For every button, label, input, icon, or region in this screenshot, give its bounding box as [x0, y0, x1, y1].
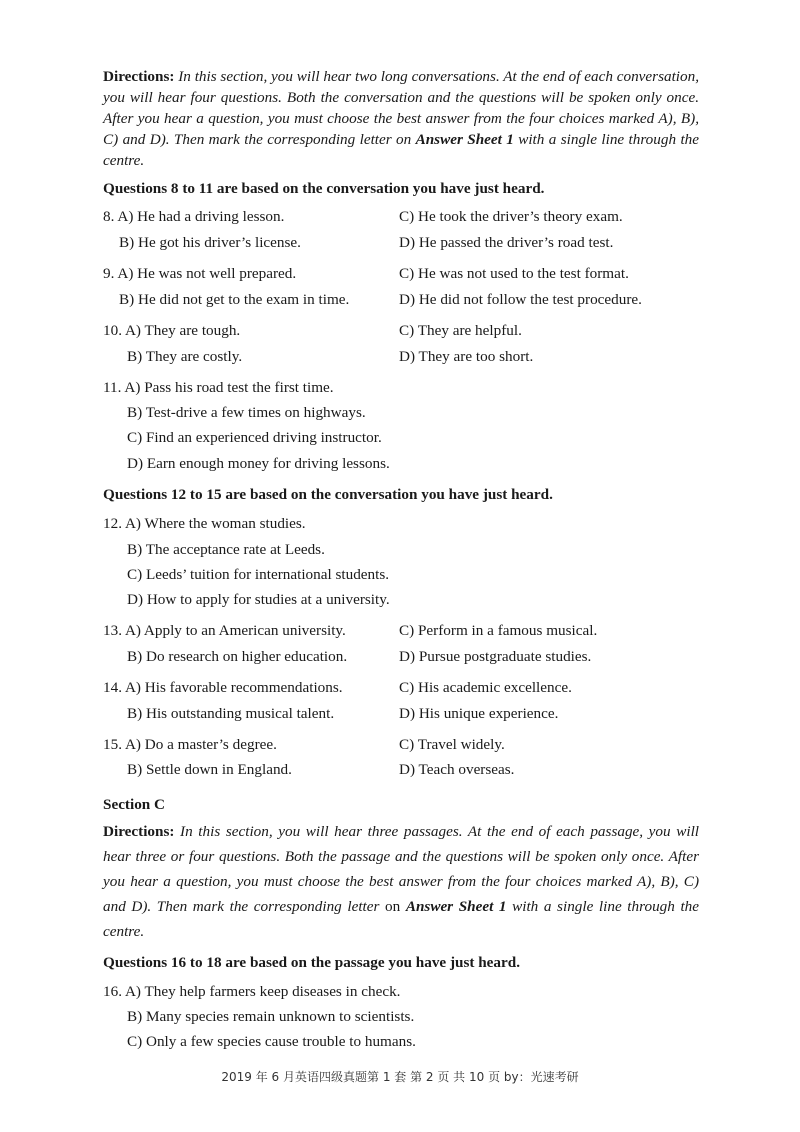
answer-sheet-label: Answer Sheet 1 — [405, 898, 507, 915]
q8-option-d: D) He passed the driver’s road test. — [399, 234, 614, 251]
q11-option-d: D) Earn enough money for driving lessons. — [127, 455, 390, 472]
q8-option-c: C) He took the driver’s theory exam. — [399, 208, 623, 225]
questions-12-15-heading: Questions 12 to 15 are based on the conversation you have just heard. — [103, 486, 553, 503]
q11-option-c: C) Find an experienced driving instructor. — [127, 429, 382, 446]
q14-option-c: C) His academic excellence. — [399, 679, 572, 696]
directions-text: In this section, you will hear three passages. At the end of each passage, you will hear three or four questions. Both the passage and the questions will be spoken only once. After you hear a question, you must choose the best answer from the four choices marked A), B), C) and D). Then mark the corresponding letter — [103, 823, 700, 915]
q12-option-c: C) Leeds’ tuition for international students. — [127, 566, 390, 583]
q14-option-a: 14. A) His favorable recommendations. — [103, 679, 343, 696]
questions-16-18-heading: Questions 16 to 18 are based on the passage you have just heard. — [103, 954, 520, 971]
answer-sheet-label: Answer Sheet 1 — [415, 131, 514, 148]
q16-option-a: 16. A) They help farmers keep diseases in check. — [103, 983, 401, 1000]
q15-option-a: 15. A) Do a master’s degree. — [103, 736, 277, 753]
q13-option-a: 13. A) Apply to an American university. — [103, 622, 346, 639]
directions-label: Directions: — [103, 68, 175, 85]
q9-option-d: D) He did not follow the test procedure. — [399, 291, 642, 308]
q13-option-c: C) Perform in a famous musical. — [399, 622, 598, 639]
q12-option-d: D) How to apply for studies at a university. — [127, 591, 390, 608]
q14-option-d: D) His unique experience. — [399, 705, 559, 722]
q15-option-b: B) Settle down in England. — [127, 761, 292, 778]
directions-label: Directions: — [103, 823, 175, 840]
q9-option-a: 9. A) He was not well prepared. — [103, 265, 297, 282]
q14-option-b: B) His outstanding musical talent. — [127, 705, 335, 722]
q10-option-a: 10. A) They are tough. — [103, 322, 241, 339]
q15-option-d: D) Teach overseas. — [399, 761, 515, 778]
page-footer: 2019 年 6 月英语四级真题第 1 套 第 2 页 共 10 页 by：光速考研 — [221, 1070, 579, 1084]
q11-option-b: B) Test-drive a few times on highways. — [127, 404, 366, 421]
q16-option-c: C) Only a few species cause trouble to humans. — [127, 1033, 416, 1050]
q12-option-b: B) The acceptance rate at Leeds. — [127, 541, 325, 558]
q8-option-b: B) He got his driver’s license. — [119, 234, 301, 251]
questions-8-11-heading: Questions 8 to 11 are based on the conversation you have just heard. — [103, 180, 545, 197]
q10-option-c: C) They are helpful. — [399, 322, 522, 339]
directions-text: In this section, you will hear two long conversations. At the end of each conversation, you will hear four questions. Both the conversation and the questions will be spoken only once. After you hear a question, you must choose the best answer from the four choices marked A), B), C) and D). Then mark the corresponding letter on — [103, 68, 699, 148]
q11-option-a: 11. A) Pass his road test the first time. — [103, 379, 334, 396]
q15-option-c: C) Travel widely. — [399, 736, 505, 753]
directions-section-c — [103, 819, 699, 944]
q9-option-c: C) He was not used to the test format. — [399, 265, 629, 282]
directions-section-b — [103, 66, 699, 171]
q8-option-a: 8. A) He had a driving lesson. — [103, 208, 285, 225]
directions-on-word: on — [385, 898, 401, 915]
q10-option-b: B) They are costly. — [127, 348, 243, 365]
q12-option-a: 12. A) Where the woman studies. — [103, 515, 306, 532]
directions-text-end: with a single line through the centre. — [103, 131, 699, 169]
q10-option-d: D) They are too short. — [399, 348, 534, 365]
q13-option-b: B) Do research on higher education. — [127, 648, 348, 665]
q16-option-b: B) Many species remain unknown to scientists. — [127, 1008, 415, 1025]
section-c-title: Section C — [103, 796, 166, 813]
q13-option-d: D) Pursue postgraduate studies. — [399, 648, 592, 665]
directions-text-end: with a single line through the centre. — [103, 898, 700, 940]
q9-option-b: B) He did not get to the exam in time. — [119, 291, 350, 308]
